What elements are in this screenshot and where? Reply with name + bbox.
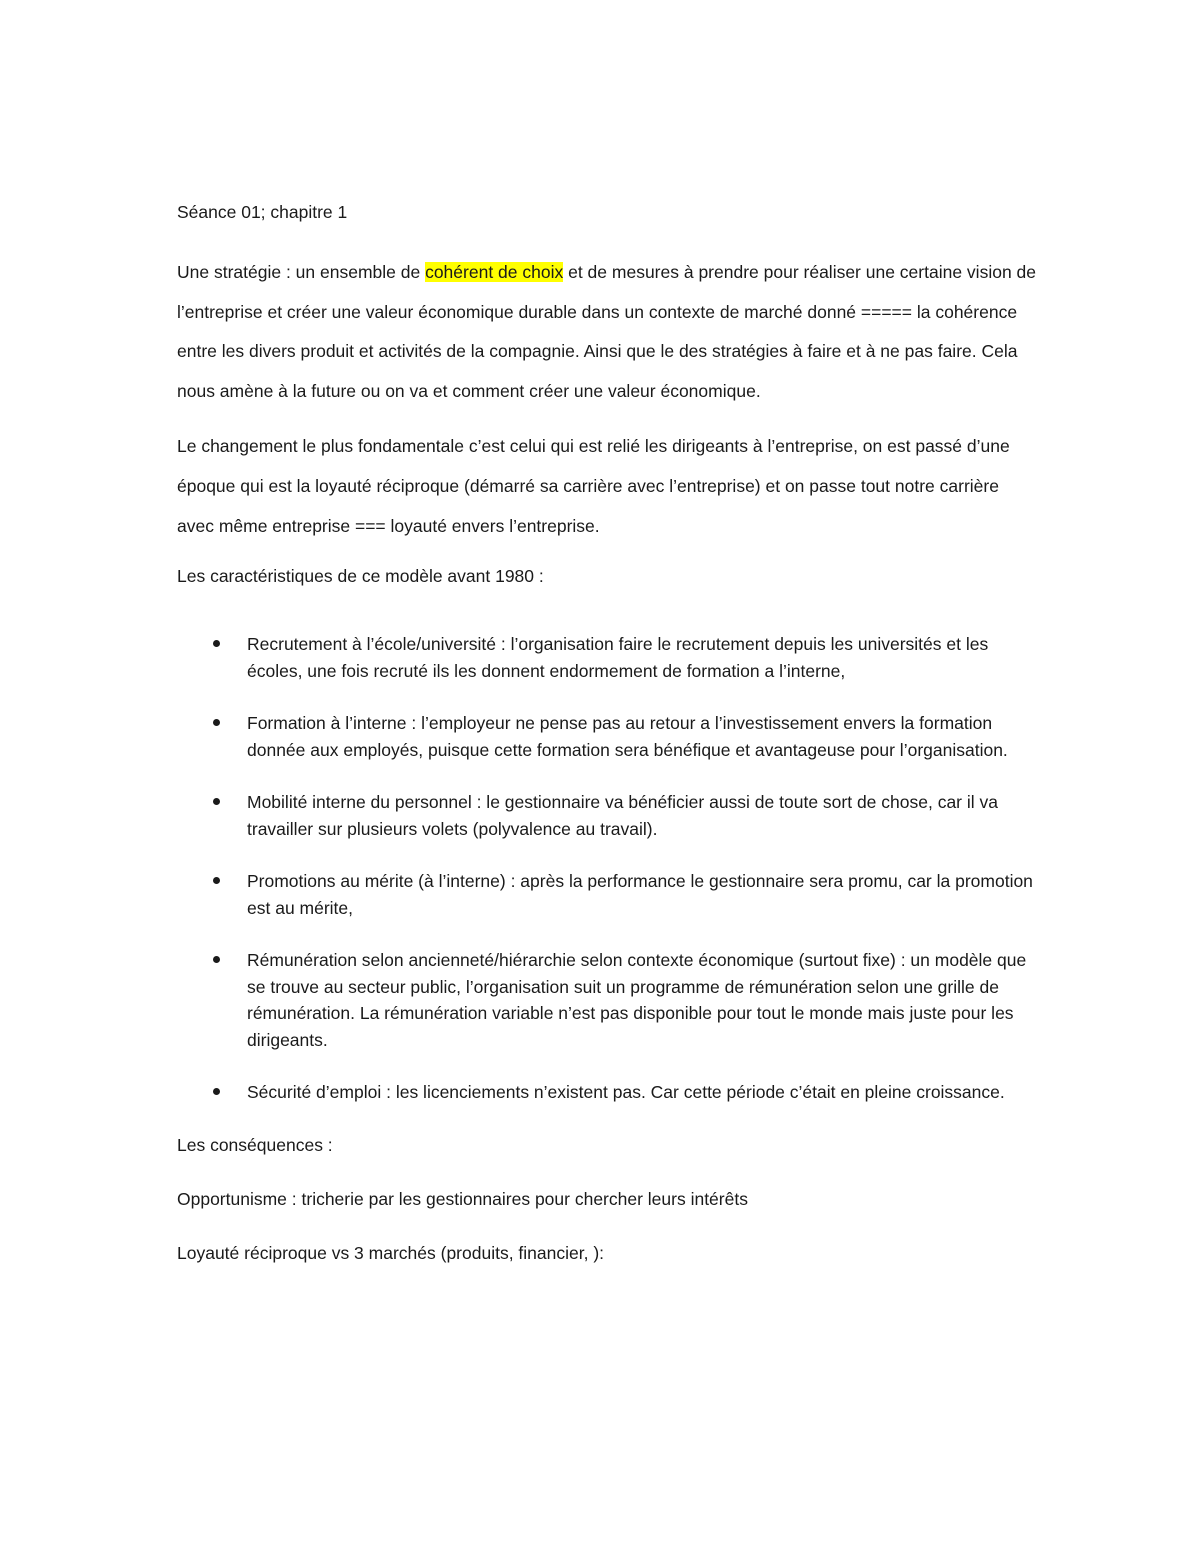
list-item: [177, 631, 1037, 684]
list-item-text: Promotions au mérite (à l’interne) : après la performance le gestionnaire sera promu, car la promotion est au mérite,: [247, 871, 1033, 918]
loyalty-line: Loyauté réciproque vs 3 marchés (produits, financier, ):: [177, 1242, 605, 1263]
list-item: [177, 710, 1037, 763]
document-body: [177, 199, 1037, 1294]
highlighted-phrase: cohérent de choix: [425, 262, 564, 282]
opportunism-line: Opportunisme : tricherie par les gestionnaires pour chercher leurs intérêts: [177, 1188, 748, 1209]
list-lead: Les caractéristiques de ce modèle avant 1980 :: [177, 566, 544, 587]
list-item-text: Formation à l’interne : l’employeur ne pense pas au retour a l’investissement envers la formation donnée aux employés, puisque cette formation sera bénéfique et avantageuse pour l’organisation.: [247, 713, 1008, 760]
list-item: [177, 868, 1037, 921]
change-paragraph: Le changement le plus fondamentale c’est celui qui est relié les dirigeants à l’entreprise, on est passé d’une époque qui est la loyauté réciproque (démarré sa carrière avec l’entreprise) et on passe tout notre carrière avec même entreprise === loyauté envers l’entreprise.: [177, 436, 1010, 536]
bullet-icon: [213, 956, 220, 963]
list-item: [177, 789, 1037, 842]
consequences-heading: Les conséquences :: [177, 1134, 333, 1155]
bullet-icon: [213, 877, 220, 884]
bullet-icon: [213, 1088, 220, 1095]
characteristics-list: [177, 631, 1037, 1106]
list-item-text: Rémunération selon ancienneté/hiérarchie selon contexte économique (surtout fixe) : un modèle que se trouve au secteur public, l’organisation suit un programme de rémunération selon une grille de rémunération. La rémunération variable n’est pas disponible pour tout le monde mais juste pour les dirigeants.: [247, 950, 1027, 1050]
bullet-icon: [213, 640, 220, 647]
list-item-text: Sécurité d’emploi : les licenciements n’existent pas. Car cette période c’était en pleine croissance.: [247, 1082, 1005, 1103]
list-item-text: Recrutement à l’école/université : l’organisation faire le recrutement depuis les universités et les écoles, une fois recruté ils les donnent endormement de formation a l’interne,: [247, 634, 989, 681]
intro-text-start: Une stratégie : un ensemble de: [177, 262, 426, 282]
strategy-definition-paragraph: [177, 253, 1037, 411]
list-item: [177, 947, 1037, 1053]
intro-text-end: et de mesures à prendre pour réaliser une certaine vision de l’entreprise et créer une valeur économique durable dans un contexte de marché donné ===== la cohérence entre les divers produit et activités de la compagnie. Ainsi que le des stratégies à faire et à ne pas faire. Cela nous amène à la future ou on va et comment créer une valeur économique.: [177, 262, 1036, 401]
bullet-icon: [213, 719, 220, 726]
list-item: [177, 1079, 1037, 1106]
bullet-icon: [213, 798, 220, 805]
list-item-text: Mobilité interne du personnel : le gestionnaire va bénéficier aussi de toute sort de chose, car il va travailler sur plusieurs volets (polyvalence au travail).: [247, 792, 998, 839]
document-heading: Séance 01; chapitre 1: [177, 202, 348, 222]
